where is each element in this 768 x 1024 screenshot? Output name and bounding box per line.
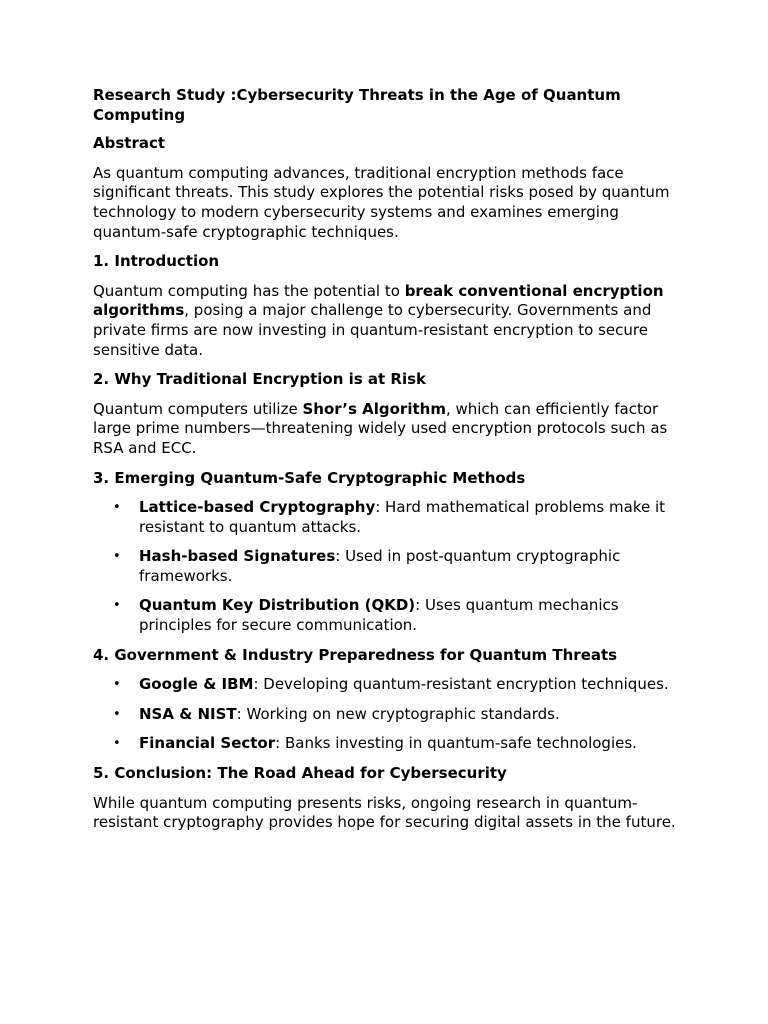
- list-item: [93, 675, 676, 695]
- introduction-text: [93, 282, 676, 360]
- list-item-text: : Banks investing in quantum-safe technologies.: [275, 734, 637, 753]
- list-item-term: Google & IBM: [139, 675, 254, 694]
- bullet-icon: •: [113, 549, 121, 565]
- why-risk-text-bold: Shor’s Algorithm: [302, 399, 446, 418]
- preparedness-list: [93, 675, 676, 754]
- conclusion-text: While quantum computing presents risks, ongoing research in quantum-resistant cryptography provides hope for securing digital assets in the future.: [93, 793, 676, 832]
- conclusion-heading: 5. Conclusion: The Road Ahead for Cybersecurity: [93, 764, 507, 783]
- bullet-icon: •: [113, 736, 121, 752]
- introduction-text-bold: break conventional encryption algorithms: [93, 281, 664, 320]
- list-item-text: : Hard mathematical problems make it resistant to quantum attacks.: [139, 498, 666, 536]
- introduction-text-pre: Quantum computing has the potential to: [93, 281, 405, 300]
- bullet-icon: •: [113, 677, 121, 693]
- list-item-term: Lattice-based Cryptography: [139, 498, 376, 517]
- why-risk-text-pre: Quantum computers utilize: [93, 399, 303, 418]
- methods-list: [93, 498, 676, 636]
- list-item: [93, 498, 676, 537]
- why-risk-text: [93, 400, 676, 459]
- list-item: [93, 547, 676, 586]
- why-risk-heading: 2. Why Traditional Encryption is at Risk: [93, 370, 426, 389]
- list-item-term: Financial Sector: [139, 734, 276, 753]
- list-item-text: : Working on new cryptographic standards.: [236, 704, 560, 723]
- document-title: Research Study :Cybersecurity Threats in the Age of Quantum Computing: [93, 86, 621, 124]
- introduction-text-post: , posing a major challenge to cybersecurity. Governments and private firms are now investing in quantum-resistant encryption to secure sensitive data.: [93, 301, 652, 359]
- list-item: [93, 705, 676, 725]
- list-item-term: Hash-based Signatures: [139, 547, 336, 566]
- abstract-text: As quantum computing advances, traditional encryption methods face significant threats. This study explores the potential risks posed by quantum technology to modern cybersecurity systems and examines emerging quantum-safe cryptographic techniques.: [93, 163, 670, 241]
- bullet-icon: •: [113, 500, 121, 516]
- list-item-text: : Developing quantum-resistant encryption techniques.: [253, 675, 669, 694]
- bullet-icon: •: [113, 598, 121, 614]
- list-item: [93, 734, 676, 754]
- why-risk-text-post: , which can efficiently factor large prime numbers—threatening widely used encryption protocols such as RSA and ECC.: [93, 399, 668, 457]
- list-item-text: : Used in post-quantum cryptographic frameworks.: [139, 547, 621, 585]
- bullet-icon: •: [113, 706, 121, 722]
- methods-heading: 3. Emerging Quantum-Safe Cryptographic Methods: [93, 468, 526, 487]
- preparedness-heading: 4. Government & Industry Preparedness for Quantum Threats: [93, 645, 618, 664]
- introduction-heading: 1. Introduction: [93, 252, 220, 271]
- list-item: [93, 596, 676, 635]
- list-item-term: Quantum Key Distribution (QKD): [139, 596, 416, 615]
- list-item-text: : Uses quantum mechanics principles for secure communication.: [139, 596, 619, 635]
- list-item-term: NSA & NIST: [139, 704, 237, 723]
- abstract-heading: Abstract: [93, 134, 166, 153]
